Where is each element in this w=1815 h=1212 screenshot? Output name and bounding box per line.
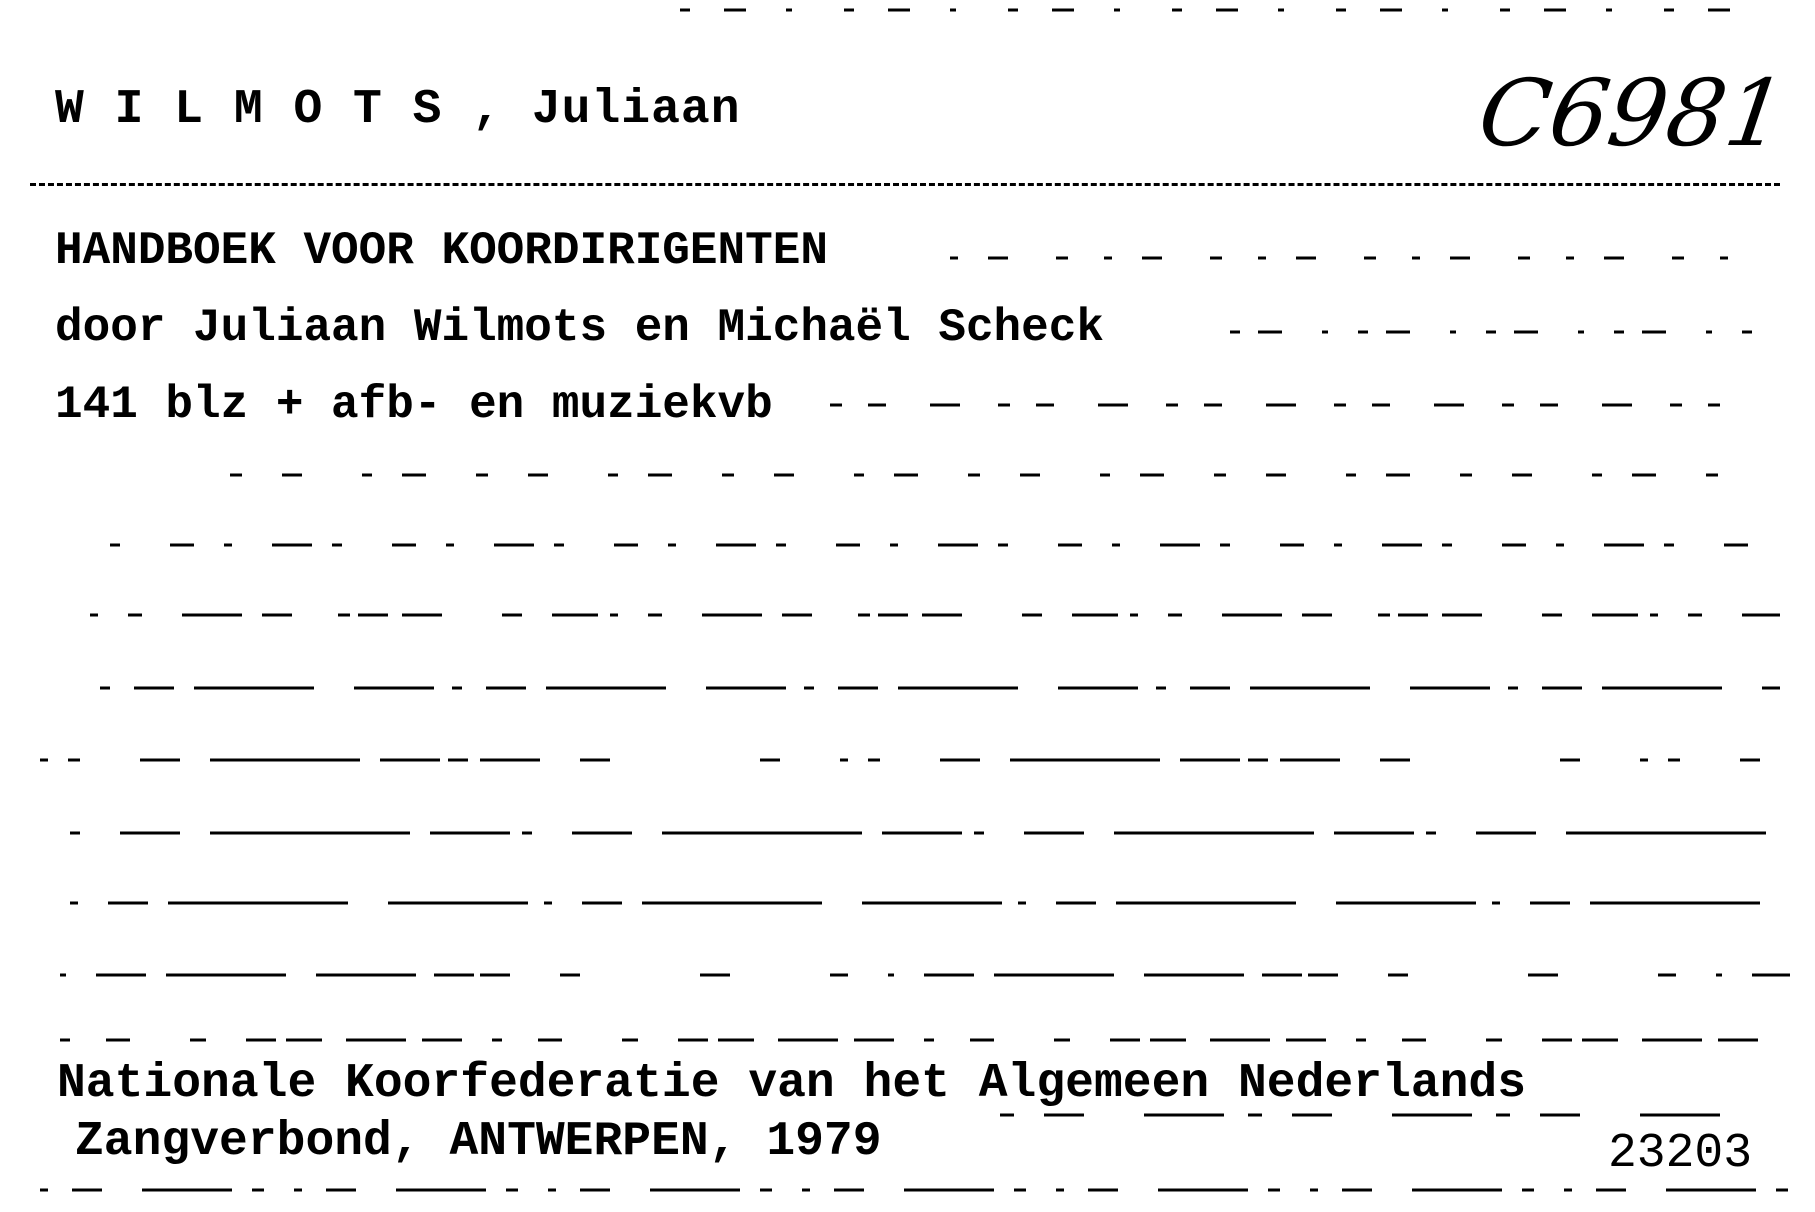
publisher-line-1: Nationale Koorfederatie van het Algemeen Nederlands [57,1057,1527,1111]
call-number: C6981 [1472,60,1793,167]
author-statement: door Juliaan Wilmots en Michaël Scheck [55,302,1104,354]
accession-number: 23203 [1608,1127,1753,1181]
author-heading: W I L M O T S , Juliaan [55,83,741,137]
book-title: HANDBOEK VOOR KOORDIRIGENTEN [55,225,828,277]
heading-divider [30,183,1780,186]
publisher-line-2: Zangverbond, ANTWERPEN, 1979 [75,1115,882,1169]
pagination: 141 blz + afb- en muziekvb [55,379,773,431]
